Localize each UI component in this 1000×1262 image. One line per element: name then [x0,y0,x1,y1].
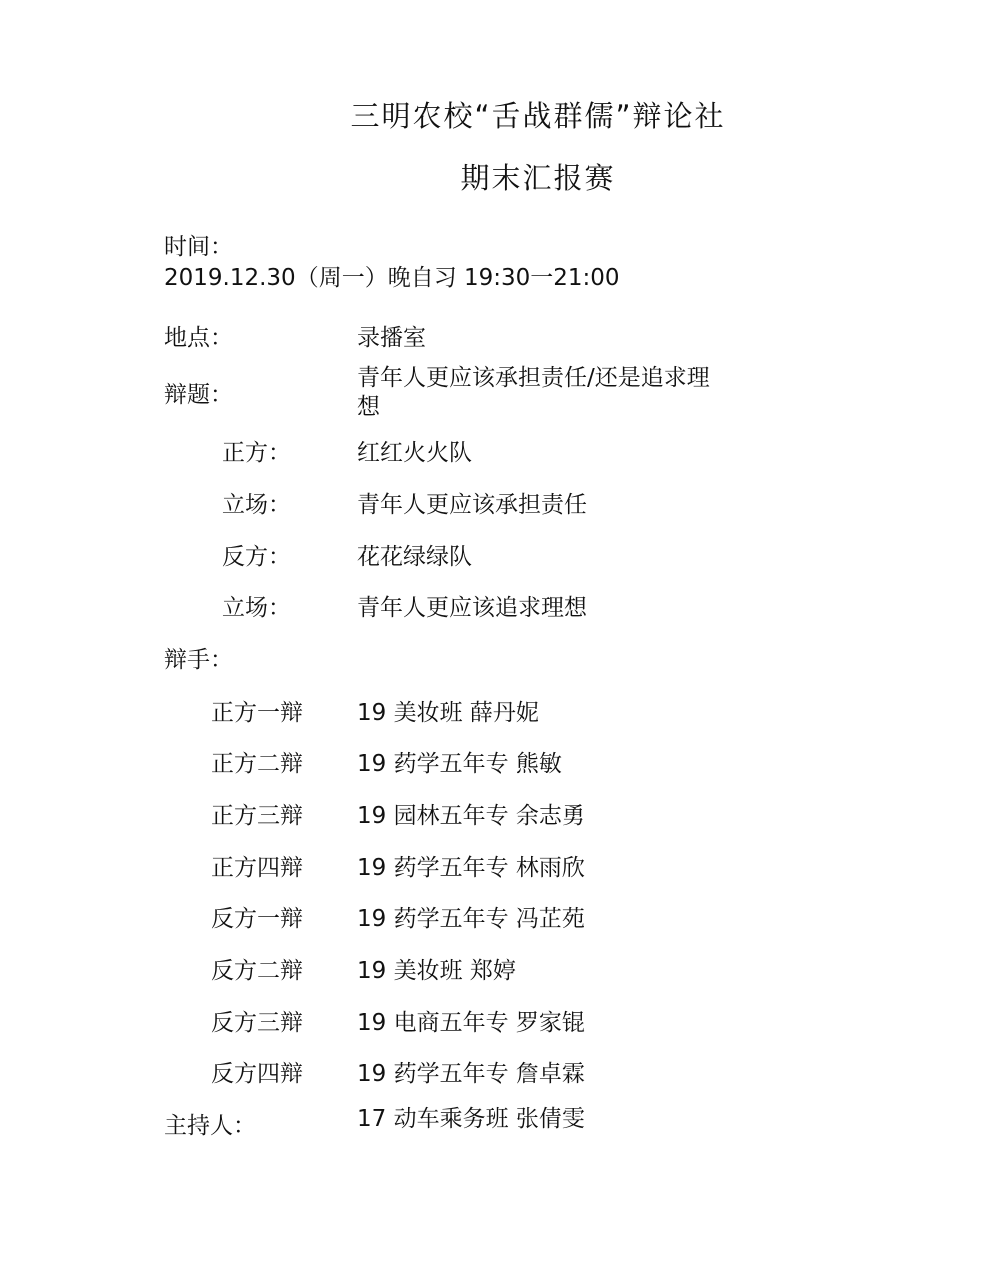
debater-position: 反方三辩 [211,1010,303,1036]
debater-info: 19 药学五年专 詹卓霖 [357,1061,585,1087]
debater-info: 19 美妆班 薛丹妮 [357,700,539,726]
location-label: 地点： [164,325,233,351]
stance-label-affirmative: 立场： [222,492,291,518]
stance-value-affirmative: 青年人更应该承担责任 [357,492,587,518]
debater-position: 正方二辩 [211,751,303,777]
time-label: 时间： [164,234,233,260]
host-value: 17 动车乘务班 张倩雯 [357,1106,585,1132]
debater-position: 正方一辩 [211,700,303,726]
topic-value: 青年人更应该承担责任/还是追求理想 [357,365,710,420]
debater-info: 19 药学五年专 熊敏 [357,751,562,777]
debater-position: 反方二辩 [211,958,303,984]
side-value-affirmative: 红红火火队 [357,440,472,466]
host-label: 主持人： [164,1113,256,1139]
debater-info: 19 药学五年专 冯芷苑 [357,906,585,932]
side-value-negative: 花花绿绿队 [357,544,472,570]
time-value: 2019.12.30（周一）晚自习 19:30一21:00 [164,265,620,291]
location-value: 录播室 [357,325,426,351]
side-label-affirmative: 正方： [222,440,291,466]
document-title: 三明农校“舌战群儒”辩论社 [350,99,726,133]
debater-info: 19 园林五年专 余志勇 [357,803,585,829]
stance-value-negative: 青年人更应该追求理想 [357,595,587,621]
debater-info: 19 药学五年专 林雨欣 [357,855,585,881]
side-label-negative: 反方： [222,544,291,570]
debater-info: 19 美妆班 郑婷 [357,958,516,984]
debater-info: 19 电商五年专 罗家锟 [357,1010,585,1036]
topic-label: 辩题： [164,382,233,408]
debater-position: 反方一辩 [211,906,303,932]
stance-label-negative: 立场： [222,595,291,621]
document-subtitle: 期末汇报赛 [460,161,616,195]
debaters-label: 辩手： [164,647,233,673]
debater-position: 正方三辩 [211,803,303,829]
debater-position: 正方四辩 [211,855,303,881]
debater-position: 反方四辩 [211,1061,303,1087]
